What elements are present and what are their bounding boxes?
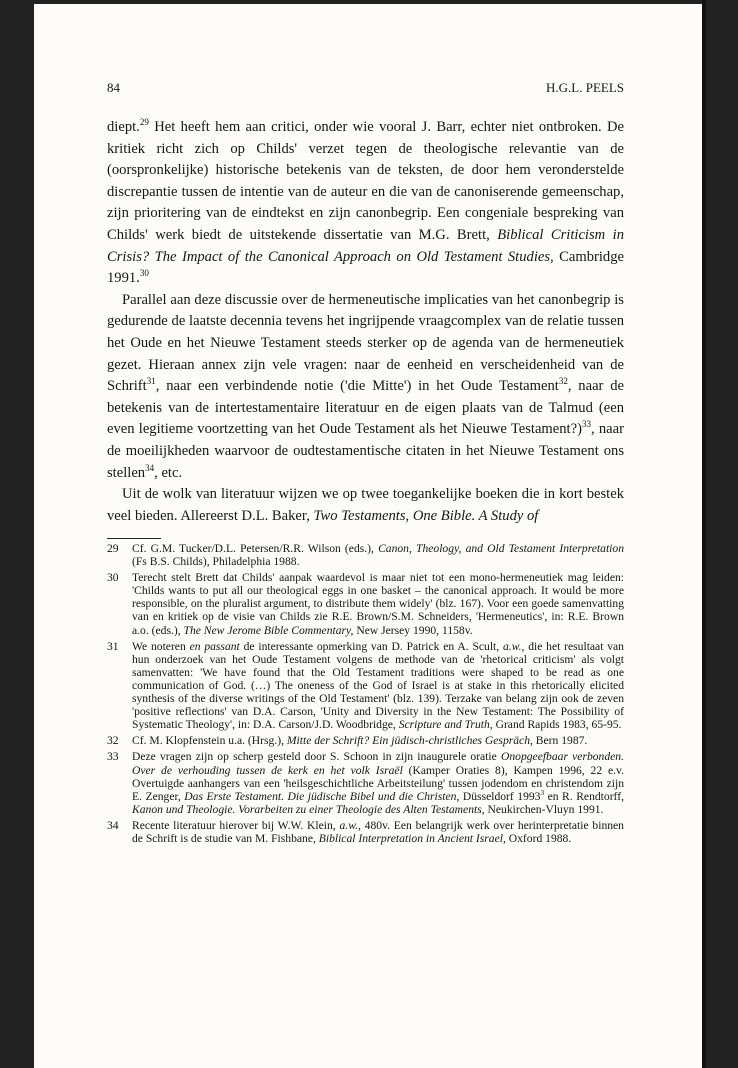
text: Cf. G.M. Tucker/D.L. Petersen/R.R. Wilson (eds.), xyxy=(132,542,379,555)
book-title: Two Testaments, One Bible. A Study of xyxy=(313,507,539,524)
italic-text: en passant xyxy=(189,639,240,653)
footnote-text xyxy=(132,819,624,845)
footnotes xyxy=(107,542,624,848)
text: (Fs B.S. Childs), Philadelphia 1988. xyxy=(132,555,300,569)
page-number: 84 xyxy=(107,80,120,95)
italic-text: Onopgeefbaar verbonden. Over de verhouding tussen de kerk en het volk Israël xyxy=(132,750,624,777)
italic-text: Biblical Interpretation in Ancient Israel, xyxy=(318,831,506,845)
text: Cf. M. Klopfenstein u.a. (Hrsg.), xyxy=(132,734,287,748)
footnote-text xyxy=(132,734,624,747)
text: Neukirchen-Vluyn 1991. xyxy=(484,802,604,816)
italic-text: a.w., xyxy=(339,818,361,832)
footnote-number: 29 xyxy=(107,542,119,555)
text: Oxford 1988. xyxy=(505,831,572,845)
text: diept. xyxy=(107,119,140,135)
footnote-number: 31 xyxy=(107,639,119,653)
text: New Jersey 1990, 1158v. xyxy=(353,623,473,637)
text: , naar de moeilijkheden waarvoor de oudtestamentische citaten in het Nieuwe Testament ons stellen xyxy=(107,421,624,481)
book-title: Biblical Criticism in Crisis? The Impact of the Canonical Approach on Old Testament Studies, xyxy=(107,226,624,265)
paragraph-2 xyxy=(107,290,624,484)
text: die het resultaat van hun onderzoek van het Oude Testament volgens de methode van de 'rhetorical criticism' als volgt samenvatten: 'We have found that the Old Testament traditions were shaped to be read as one communication of God. (…) The oneness of the God of Israel is at stake in this rhetorically elicited synthesis of the diverse writings of the Old Testament' (blz. 139). Terzake van belang zijn ook de zeven 'positive reflections' van D.A. Carson, 'Unity and Diversity in the New Testament: The Possibility of Systematic Theology', in: D.A. Carson/J.D. Woodbridge, xyxy=(132,639,624,732)
text: Düsseldorf 1993 xyxy=(459,789,541,803)
text: 480v. Een belangrijk werk over herinterpretatie binnen de Schrift is de studie van M. Fishbane, xyxy=(132,818,624,845)
footnote-ref-32: 32 xyxy=(558,376,568,387)
footnote-text xyxy=(132,640,624,732)
text: Het heeft hem aan critici, onder wie vooral J. Barr, echter niet ontbroken. De kritiek richt zich op Childs' verzet tegen de theologische relevantie van de (oorspronkelijke) historische betekenis van de teksten, de door hem veronderstelde discrepantie tussen de intentie van de auteur en die van de canoniserende gemeenschap, zijn prioritering van de eindtekst en zijn canonbegrip. Een congeniale bespreking van Childs' werk biedt de uitstekende dissertatie van M.G. Brett, xyxy=(107,119,624,243)
text: en R. Rendtorff, xyxy=(544,789,624,803)
footnote-number: 30 xyxy=(107,571,119,585)
footnote-ref-33: 33 xyxy=(581,419,591,430)
footnote-number: 34 xyxy=(107,818,119,832)
footnote-ref-30: 30 xyxy=(139,268,149,279)
page-edge xyxy=(702,0,706,1068)
italic-text: Kanon und Theologie. Vorarbeiten zu einer Theologie des Alten Testaments, xyxy=(132,802,485,816)
italic-text: Canon, Theology, and Old Testament Interpretation xyxy=(378,542,624,555)
italic-text: The New Jerome Bible Commentary, xyxy=(183,623,354,637)
text: Deze vragen zijn op scherp gesteld door S. Schoon in zijn inaugurele oratie xyxy=(132,750,501,764)
footnote-31 xyxy=(107,640,624,732)
footnote-ref-29: 29 xyxy=(139,117,149,128)
text: , naar de betekenis van de intertestamentaire literatuur en de eigen plaats van de Talmud (een even legitieme voortzetting van het Oude Testament als het Nieuwe Testament?) xyxy=(107,378,624,438)
footnote-30 xyxy=(107,571,624,636)
text: Cambridge 1991. xyxy=(107,248,624,287)
text: We noteren xyxy=(132,639,190,653)
text: Parallel aan deze discussie over de hermeneutische implicaties van het canonbegrip is gedurende de laatste decennia tevens het ingrijpende vraagcomplex van de relatie tussen het Oude en het Nieuwe Testament steeds sterker op de agenda van de hermeneutiek gezet. Hieraan annex zijn vele vragen: naar de eenheid en verscheidenheid van de Schrift xyxy=(107,291,624,395)
text: (Kamper Oraties 8), Kampen 1996, 22 e.v. Overtuigde aanhangers van een 'heilsgeschichtliche Arbeitsteilung' tussen jodendom en christendom zijn E. Zenger, xyxy=(132,763,624,803)
footnote-29 xyxy=(107,542,624,568)
text: , etc. xyxy=(154,464,183,481)
main-text xyxy=(107,117,624,527)
footnote-text xyxy=(132,542,624,568)
footnote-ref-34: 34 xyxy=(145,462,155,473)
text: Terecht stelt Brett dat Childs' aanpak waardevol is maar niet tot een mono-hermeneutiek mag leiden: 'Childs wants to put all our theological eggs in one basket – the canonical approach. It would be more responsible, on the pluralist argument, to distribute them widely' (blz. 167). Voor een goede samenvatting van en kritiek op de visie van Childs zie R.E. Brown/S.M. Schneiders, 'Hermeneutics', in: R.E. Brown a.o. (eds.), xyxy=(132,571,624,637)
paragraph-1 xyxy=(107,117,624,290)
footnote-32 xyxy=(107,734,624,747)
footnote-number: 33 xyxy=(107,750,119,764)
italic-text: a.w., xyxy=(503,639,525,653)
text: de interessante opmerking van D. Patrick en A. Scult, xyxy=(239,639,503,653)
paragraph-3 xyxy=(107,484,624,527)
text: Recente literatuur hierover bij W.W. Klein, xyxy=(132,818,340,832)
text: , naar een verbindende notie ('die Mitte') in het Oude Testament xyxy=(155,378,559,395)
footnote-rule xyxy=(107,538,161,539)
italic-text: Scripture and Truth, xyxy=(398,718,493,732)
footnote-33 xyxy=(107,750,624,815)
edition-superscript: 3 xyxy=(540,788,545,797)
text: Bern 1987. xyxy=(532,734,588,748)
footnote-text xyxy=(132,750,624,815)
text: Uit de wolk van literatuur wijzen we op twee toegankelijke boeken die in kort bestek veel bieden. Allereerst D.L. Baker, xyxy=(107,486,624,524)
italic-text: Das Erste Testament. Die jüdische Bibel und die Christen, xyxy=(184,789,460,803)
italic-text: Mitte der Schrift? Ein jüdisch-christliches Gespräch, xyxy=(286,734,533,748)
footnote-number: 32 xyxy=(107,734,119,748)
text: Grand Rapids 1983, 65-95. xyxy=(492,718,622,732)
footnote-34 xyxy=(107,819,624,845)
footnote-ref-31: 31 xyxy=(146,376,156,387)
running-header xyxy=(107,80,624,96)
footnote-text xyxy=(132,571,624,636)
running-head: H.G.L. PEELS xyxy=(546,80,624,95)
